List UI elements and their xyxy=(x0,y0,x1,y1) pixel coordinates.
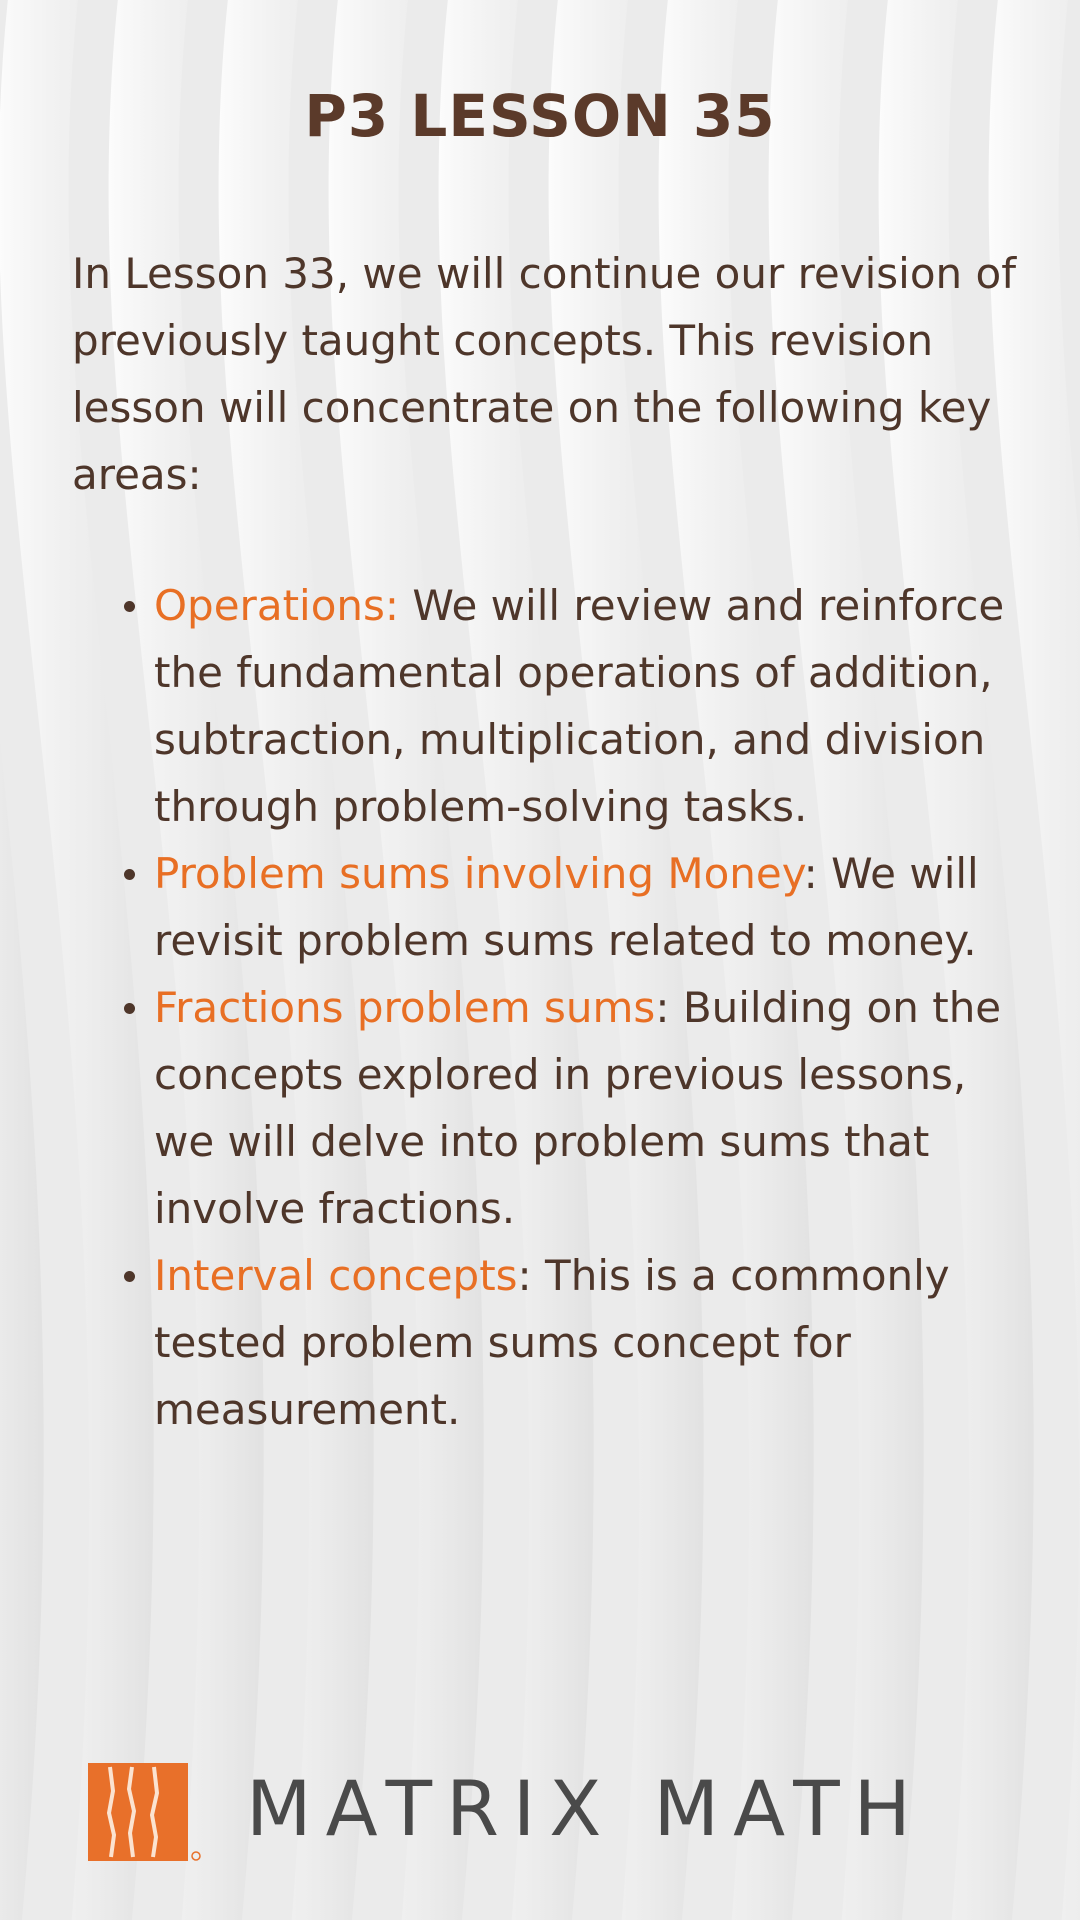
bullet-icon xyxy=(124,1271,135,1282)
page-title: P3 LESSON 35 xyxy=(304,82,776,150)
bullet-icon xyxy=(124,869,135,880)
brand-name: MATRIX MATH xyxy=(246,1764,925,1853)
list-item xyxy=(154,1242,1034,1443)
key-areas-list xyxy=(154,572,1034,1443)
list-item xyxy=(154,840,1034,974)
list-item-label: Interval concepts xyxy=(154,1251,518,1300)
list-item-label: Fractions problem sums xyxy=(154,983,656,1032)
list-item-label: Operations: xyxy=(154,581,400,630)
list-item xyxy=(154,572,1034,840)
list-item-text: : Building on the concepts explored in previous lessons, we will delve into problem sums that involve fractions. xyxy=(154,983,1002,1233)
list-item-text: : We will revisit problem sums related to money. xyxy=(154,849,979,965)
intro-paragraph: In Lesson 33, we will continue our revision of previously taught concepts. This revision lesson will concentrate on the following key areas: xyxy=(72,249,1016,499)
bullet-icon xyxy=(124,601,135,612)
list-item-text: : This is a commonly tested problem sums concept for measurement. xyxy=(154,1251,950,1434)
list-item xyxy=(154,974,1034,1242)
list-item-label: Problem sums involving Money xyxy=(154,849,804,898)
matrix-math-logo-icon xyxy=(88,1763,203,1861)
list-item-text: We will review and reinforce the fundamental operations of addition, subtraction, multiplication, and division through problem-solving tasks. xyxy=(154,581,1005,831)
bullet-icon xyxy=(124,1003,135,1014)
